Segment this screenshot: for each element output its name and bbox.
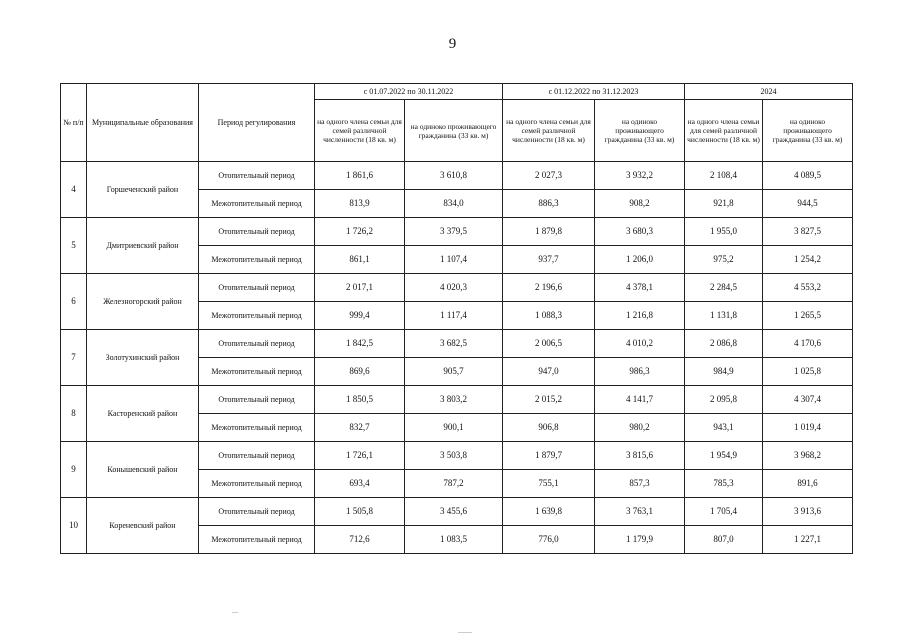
header-period-2024: 2024: [685, 84, 853, 100]
value-cell: 2 284,5: [685, 274, 763, 302]
value-cell: 3 827,5: [763, 218, 853, 246]
value-cell: 4 010,2: [595, 330, 685, 358]
value-cell: 712,6: [315, 526, 405, 554]
value-cell: 1 726,2: [315, 218, 405, 246]
subheader-family: на одного члена семьи для семей различной численности (18 кв. м): [503, 100, 595, 162]
row-number: 6: [61, 274, 87, 330]
value-cell: 905,7: [405, 358, 503, 386]
value-cell: 1 206,0: [595, 246, 685, 274]
value-cell: 2 006,5: [503, 330, 595, 358]
value-cell: 4 020,3: [405, 274, 503, 302]
value-cell: 3 913,6: [763, 498, 853, 526]
value-cell: 1 955,0: [685, 218, 763, 246]
value-cell: 1 726,1: [315, 442, 405, 470]
value-cell: 1 879,7: [503, 442, 595, 470]
subheader-single: на одиноко проживающего гражданина (33 кв. м): [763, 100, 853, 162]
value-cell: 1 265,5: [763, 302, 853, 330]
value-cell: 785,3: [685, 470, 763, 498]
value-cell: 1 505,8: [315, 498, 405, 526]
value-cell: 2 015,2: [503, 386, 595, 414]
value-cell: 3 503,8: [405, 442, 503, 470]
table-row: [61, 442, 853, 470]
period-interheating: Межотопительный период: [199, 246, 315, 274]
period-heating: Отопительный период: [199, 498, 315, 526]
period-heating: Отопительный период: [199, 442, 315, 470]
subheader-single: на одиноко проживающего гражданина (33 кв. м): [405, 100, 503, 162]
value-cell: 1 216,8: [595, 302, 685, 330]
value-cell: 3 815,6: [595, 442, 685, 470]
value-cell: 886,3: [503, 190, 595, 218]
value-cell: 787,2: [405, 470, 503, 498]
row-number: 5: [61, 218, 87, 274]
value-cell: 869,6: [315, 358, 405, 386]
value-cell: 1 117,4: [405, 302, 503, 330]
footer-mark: [232, 612, 238, 613]
value-cell: 807,0: [685, 526, 763, 554]
value-cell: 4 170,6: [763, 330, 853, 358]
value-cell: 693,4: [315, 470, 405, 498]
value-cell: 857,3: [595, 470, 685, 498]
subheader-single: на одиноко проживающего гражданина (33 кв. м): [595, 100, 685, 162]
value-cell: 1 254,2: [763, 246, 853, 274]
row-number: 8: [61, 386, 87, 442]
value-cell: 4 307,4: [763, 386, 853, 414]
period-interheating: Межотопительный период: [199, 358, 315, 386]
row-number: 7: [61, 330, 87, 386]
value-cell: 4 378,1: [595, 274, 685, 302]
value-cell: 2 027,3: [503, 162, 595, 190]
value-cell: 937,7: [503, 246, 595, 274]
value-cell: 3 932,2: [595, 162, 685, 190]
value-cell: 861,1: [315, 246, 405, 274]
period-heating: Отопительный период: [199, 218, 315, 246]
value-cell: 1 107,4: [405, 246, 503, 274]
table-row: [61, 218, 853, 246]
value-cell: 1 954,9: [685, 442, 763, 470]
page-number: 9: [448, 36, 457, 52]
period-interheating: Межотопительный период: [199, 190, 315, 218]
value-cell: 1 083,5: [405, 526, 503, 554]
value-cell: 1 861,6: [315, 162, 405, 190]
header-period: Период регулирования: [199, 84, 315, 162]
period-heating: Отопительный период: [199, 274, 315, 302]
period-interheating: Межотопительный период: [199, 526, 315, 554]
row-number: 9: [61, 442, 87, 498]
period-heating: Отопительный период: [199, 330, 315, 358]
header-municipality: Муниципальные образования: [87, 84, 199, 162]
table-row: [61, 386, 853, 414]
value-cell: 3 968,2: [763, 442, 853, 470]
value-cell: 1 227,1: [763, 526, 853, 554]
period-interheating: Межотопительный период: [199, 470, 315, 498]
value-cell: 2 086,8: [685, 330, 763, 358]
value-cell: 1 019,4: [763, 414, 853, 442]
municipality-name: Железногорский район: [87, 274, 199, 330]
value-cell: 813,9: [315, 190, 405, 218]
value-cell: 944,5: [763, 190, 853, 218]
value-cell: 1 131,8: [685, 302, 763, 330]
value-cell: 908,2: [595, 190, 685, 218]
header-num: № п/п: [61, 84, 87, 162]
value-cell: 2 095,8: [685, 386, 763, 414]
value-cell: 3 379,5: [405, 218, 503, 246]
value-cell: 891,6: [763, 470, 853, 498]
value-cell: 1 025,8: [763, 358, 853, 386]
value-cell: 4 089,5: [763, 162, 853, 190]
municipality-name: Золотухинский район: [87, 330, 199, 386]
value-cell: 1 842,5: [315, 330, 405, 358]
value-cell: 4 553,2: [763, 274, 853, 302]
period-interheating: Межотопительный период: [199, 302, 315, 330]
municipality-name: Кореневский район: [87, 498, 199, 554]
value-cell: 975,2: [685, 246, 763, 274]
value-cell: 980,2: [595, 414, 685, 442]
header-period-2022: с 01.07.2022 по 30.11.2022: [315, 84, 503, 100]
value-cell: 3 763,1: [595, 498, 685, 526]
value-cell: 3 610,8: [405, 162, 503, 190]
value-cell: 3 455,6: [405, 498, 503, 526]
value-cell: 921,8: [685, 190, 763, 218]
value-cell: 1 088,3: [503, 302, 595, 330]
table-row: [61, 162, 853, 190]
row-number: 4: [61, 162, 87, 218]
value-cell: 2 108,4: [685, 162, 763, 190]
subheader-family: на одного члена семьи для семей различной численности (18 кв. м): [315, 100, 405, 162]
value-cell: 900,1: [405, 414, 503, 442]
municipality-name: Конышевский район: [87, 442, 199, 498]
footer-mark: [458, 632, 472, 633]
value-cell: 943,1: [685, 414, 763, 442]
municipality-name: Дмитриевский район: [87, 218, 199, 274]
period-interheating: Межотопительный период: [199, 414, 315, 442]
subheader-family: на одного члена семьи для семей различной численности (18 кв. м): [685, 100, 763, 162]
value-cell: 4 141,7: [595, 386, 685, 414]
value-cell: 2 017,1: [315, 274, 405, 302]
value-cell: 2 196,6: [503, 274, 595, 302]
value-cell: 999,4: [315, 302, 405, 330]
table-row: [61, 274, 853, 302]
value-cell: 3 680,3: [595, 218, 685, 246]
value-cell: 755,1: [503, 470, 595, 498]
header-period-2023: с 01.12.2022 по 31.12.2023: [503, 84, 685, 100]
period-heating: Отопительный период: [199, 386, 315, 414]
value-cell: 1 879,8: [503, 218, 595, 246]
period-heating: Отопительный период: [199, 162, 315, 190]
value-cell: 1 705,4: [685, 498, 763, 526]
value-cell: 832,7: [315, 414, 405, 442]
value-cell: 947,0: [503, 358, 595, 386]
tariff-table: [60, 83, 853, 554]
value-cell: 984,9: [685, 358, 763, 386]
municipality-name: Горшеченский район: [87, 162, 199, 218]
row-number: 10: [61, 498, 87, 554]
value-cell: 3 803,2: [405, 386, 503, 414]
value-cell: 834,0: [405, 190, 503, 218]
municipality-name: Касторенский район: [87, 386, 199, 442]
table-row: [61, 498, 853, 526]
value-cell: 1 179,9: [595, 526, 685, 554]
value-cell: 1 639,8: [503, 498, 595, 526]
value-cell: 986,3: [595, 358, 685, 386]
value-cell: 1 850,5: [315, 386, 405, 414]
value-cell: 3 682,5: [405, 330, 503, 358]
table-row: [61, 330, 853, 358]
value-cell: 776,0: [503, 526, 595, 554]
value-cell: 906,8: [503, 414, 595, 442]
